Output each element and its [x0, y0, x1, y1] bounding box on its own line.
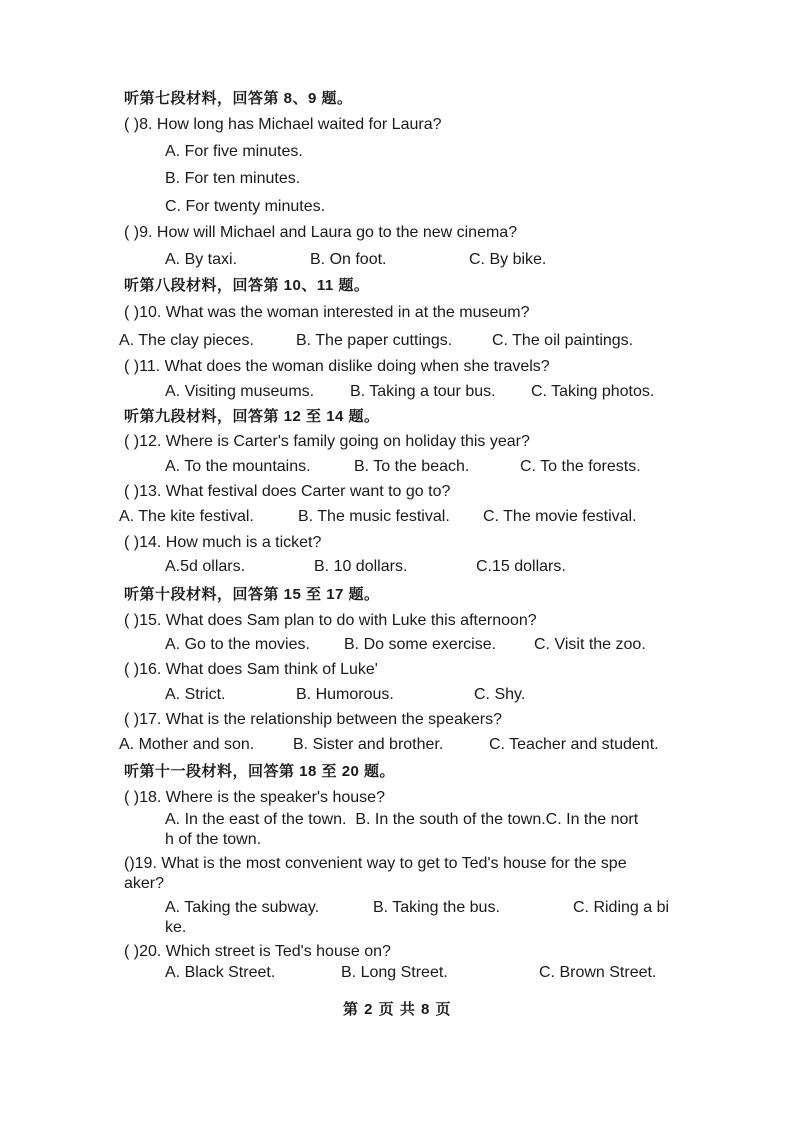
question-stem: ( )12. Where is Carter's family going on holiday this year? — [124, 433, 530, 450]
option-a: A. Mother and son. — [119, 736, 255, 753]
question-stem: ()19. What is the most convenient way to get to Ted's house for the spe — [124, 855, 627, 872]
question-stem: ( )16. What does Sam think of Luke' — [124, 661, 378, 678]
option-a: A. Taking the subway. — [165, 899, 320, 916]
option-b: B. To the beach. — [354, 458, 470, 475]
question-stem: ( )10. What was the woman interested in at the museum? — [124, 304, 530, 321]
option-a: A. Go to the movies. — [165, 636, 310, 653]
option-c-continued: ke. — [165, 919, 187, 936]
section-heading: 听第八段材料，回答第 10、11 题。 — [124, 277, 370, 294]
option-a: A. By taxi. — [165, 251, 238, 268]
option-a: A.5d ollars. — [165, 558, 246, 575]
option-c: C. Teacher and student. — [489, 736, 659, 753]
section-heading: 听第七段材料，回答第 8、9 题。 — [124, 90, 353, 107]
option-a: A. Visiting museums. — [165, 383, 315, 400]
option-b: B. On foot. — [310, 251, 387, 268]
section-heading: 听第十一段材料，回答第 18 至 20 题。 — [124, 763, 396, 780]
option-c: C. Visit the zoo. — [534, 636, 646, 653]
option-b: B. Humorous. — [296, 686, 394, 703]
option-a: A. The clay pieces. — [119, 332, 254, 349]
option-c: C. The oil paintings. — [492, 332, 634, 349]
question-stem: ( )9. How will Michael and Laura go to the new cinema? — [124, 224, 518, 241]
page-number: 第 2 页 共 8 页 — [343, 1001, 452, 1018]
option-c: C. To the forests. — [520, 458, 641, 475]
option-c: C. Brown Street. — [539, 964, 657, 981]
option-c: C. Riding a bi — [573, 899, 670, 916]
option-b: B. Taking a tour bus. — [350, 383, 496, 400]
option-b: B. Sister and brother. — [293, 736, 444, 753]
option-a: A. Black Street. — [165, 964, 276, 981]
option-b: B. The music festival. — [298, 508, 450, 525]
option-c: C. By bike. — [469, 251, 547, 268]
question-stem: ( )20. Which street is Ted's house on? — [124, 943, 391, 960]
question-stem: ( )14. How much is a ticket? — [124, 534, 322, 551]
option-c: C. Taking photos. — [531, 383, 655, 400]
question-stem: ( )8. How long has Michael waited for Laura? — [124, 116, 442, 133]
options-line: A. In the east of the town. B. In the south of the town.C. In the nort — [165, 811, 639, 828]
question-stem: ( )13. What festival does Carter want to go to? — [124, 483, 451, 500]
option-c: C. The movie festival. — [483, 508, 637, 525]
options-line-continued: h of the town. — [165, 831, 262, 848]
option-a: A. To the mountains. — [165, 458, 311, 475]
option-a: A. For five minutes. — [165, 143, 303, 160]
option-c: C. Shy. — [474, 686, 526, 703]
option-b: B. For ten minutes. — [165, 170, 301, 187]
option-a: A. The kite festival. — [119, 508, 254, 525]
option-b: B. 10 dollars. — [314, 558, 408, 575]
section-heading: 听第十段材料，回答第 15 至 17 题。 — [124, 586, 380, 603]
option-b: B. Do some exercise. — [344, 636, 497, 653]
question-stem: ( )17. What is the relationship between the speakers? — [124, 711, 502, 728]
option-b: B. The paper cuttings. — [296, 332, 453, 349]
option-a: A. Strict. — [165, 686, 226, 703]
question-stem: ( )15. What does Sam plan to do with Luke this afternoon? — [124, 612, 537, 629]
option-c: C.15 dollars. — [476, 558, 566, 575]
section-heading: 听第九段材料，回答第 12 至 14 题。 — [124, 408, 380, 425]
question-stem-continued: aker? — [124, 875, 165, 892]
option-b: B. Long Street. — [341, 964, 448, 981]
option-c: C. For twenty minutes. — [165, 198, 326, 215]
option-b: B. Taking the bus. — [373, 899, 500, 916]
question-stem: ( )18. Where is the speaker's house? — [124, 789, 385, 806]
question-stem: ( )11. What does the woman dislike doing when she travels? — [124, 358, 550, 375]
